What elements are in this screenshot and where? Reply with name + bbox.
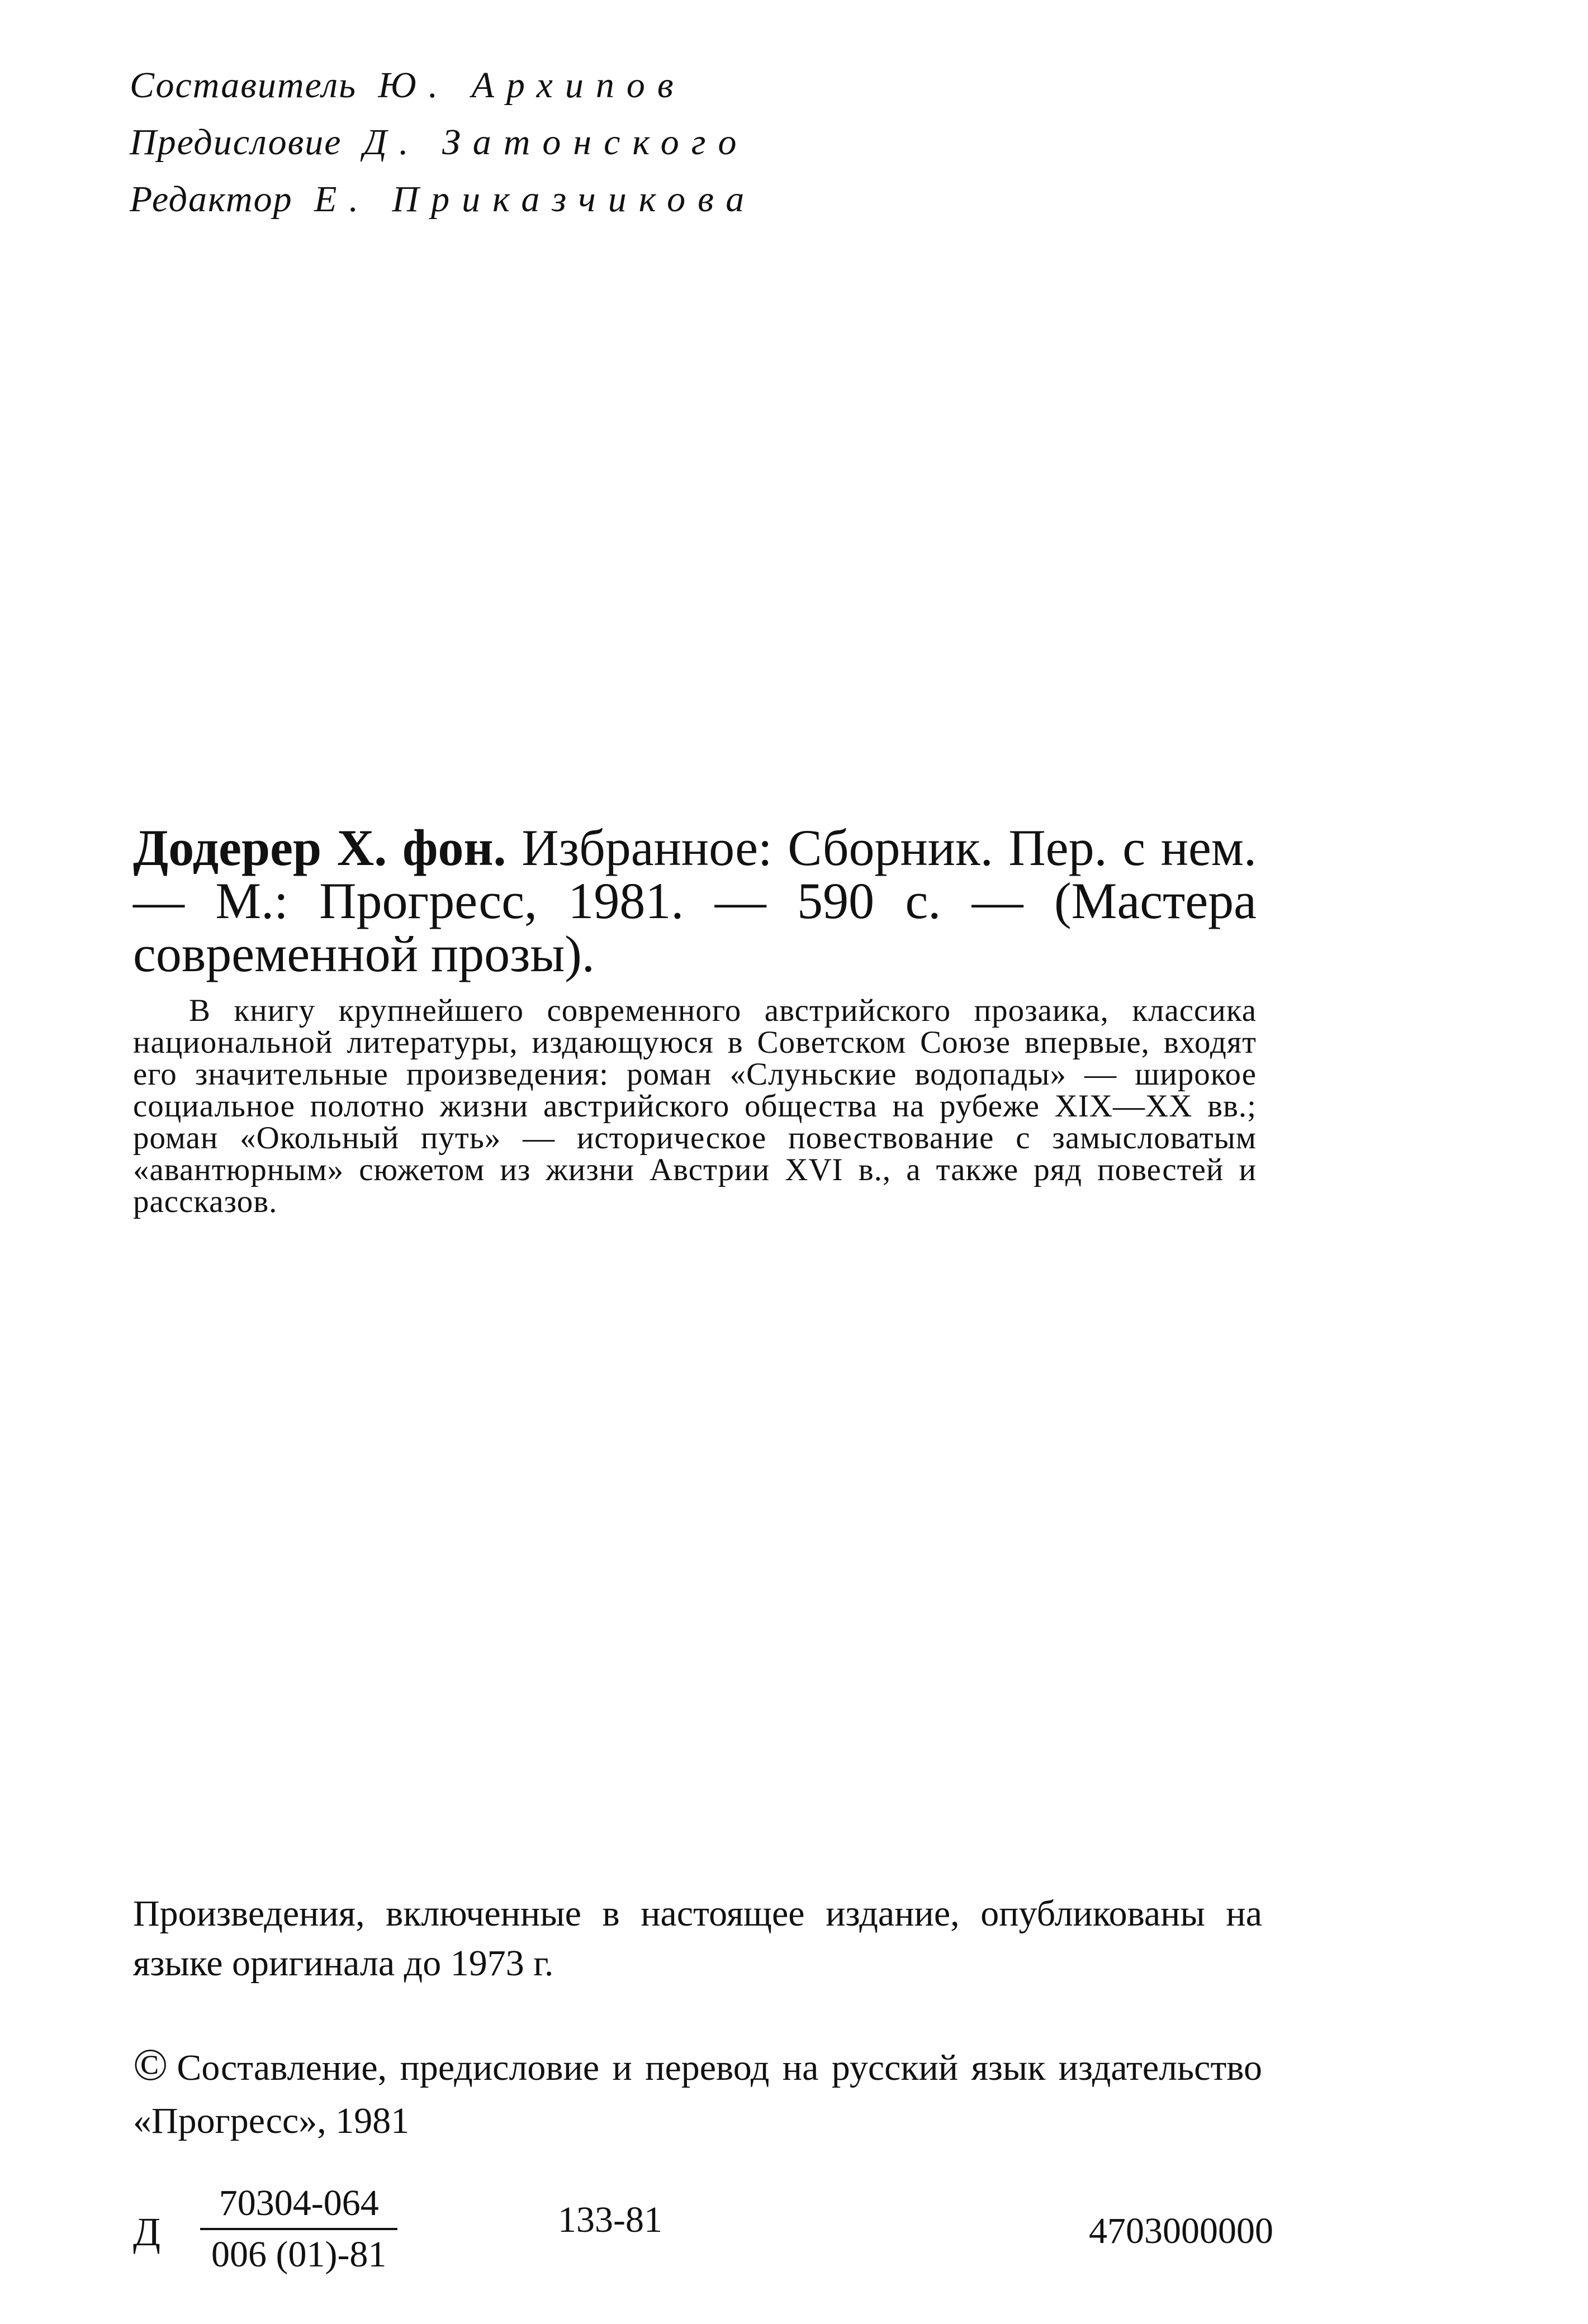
- copyright-text: Составление, предисловие и перевод на русский язык издательство «Прогресс», 1981: [133, 2047, 1262, 2141]
- credit-role: Редактор: [130, 179, 293, 220]
- copyright-notice: [133, 2034, 1262, 2146]
- publication-note: Произведения, включенные в настоящее издание, опубликованы на языке оригинала до 1973 г.: [133, 1893, 1262, 1984]
- copyright-icon: ©: [133, 2039, 168, 2090]
- index-fraction: [200, 2182, 397, 2276]
- index-suffix: 133-81: [558, 2199, 662, 2240]
- credit-role: Составитель: [130, 65, 357, 106]
- index-number: 4703000000: [1089, 2211, 1273, 2251]
- book-annotation: В книгу крупнейшего современного австрийского прозаика, классика национальной литературы, издающуюся в Советском Союзе впервые, входят его значительные произведения: роман «Слуньские водопады» — широкое социальное полотно жизни австрийского общества на рубеже XIX—XX вв.; роман «Окольный путь» — историческое повествование с замысловатым «авантюрным» сюжетом из жизни Австрии XVI в., а также ряд повестей и рассказов.: [133, 993, 1257, 1219]
- index-denominator: 006 (01)-81: [211, 2234, 387, 2275]
- credits-block: [130, 67, 756, 238]
- index-prefix: Д: [133, 2209, 161, 2254]
- credit-preface: [130, 124, 756, 181]
- index-numerator: 70304-064: [200, 2182, 397, 2230]
- credit-name: Д. Затонского: [363, 122, 749, 163]
- credit-role: Предисловие: [130, 122, 342, 163]
- credit-name: Е. Приказчикова: [314, 179, 757, 220]
- credit-compiler: [130, 67, 756, 124]
- credit-name: Ю. Архипов: [378, 65, 686, 106]
- bibliographic-entry: [133, 821, 1257, 980]
- credit-editor: [130, 181, 756, 238]
- index-code: [133, 2182, 1273, 2277]
- book-details: Избранное: Сборник. Пер. с нем. — М.: Прогресс, 1981. — 590 с. — (Мастера современной прозы).: [133, 819, 1257, 982]
- book-author: Додерер Х. фон.: [133, 819, 506, 876]
